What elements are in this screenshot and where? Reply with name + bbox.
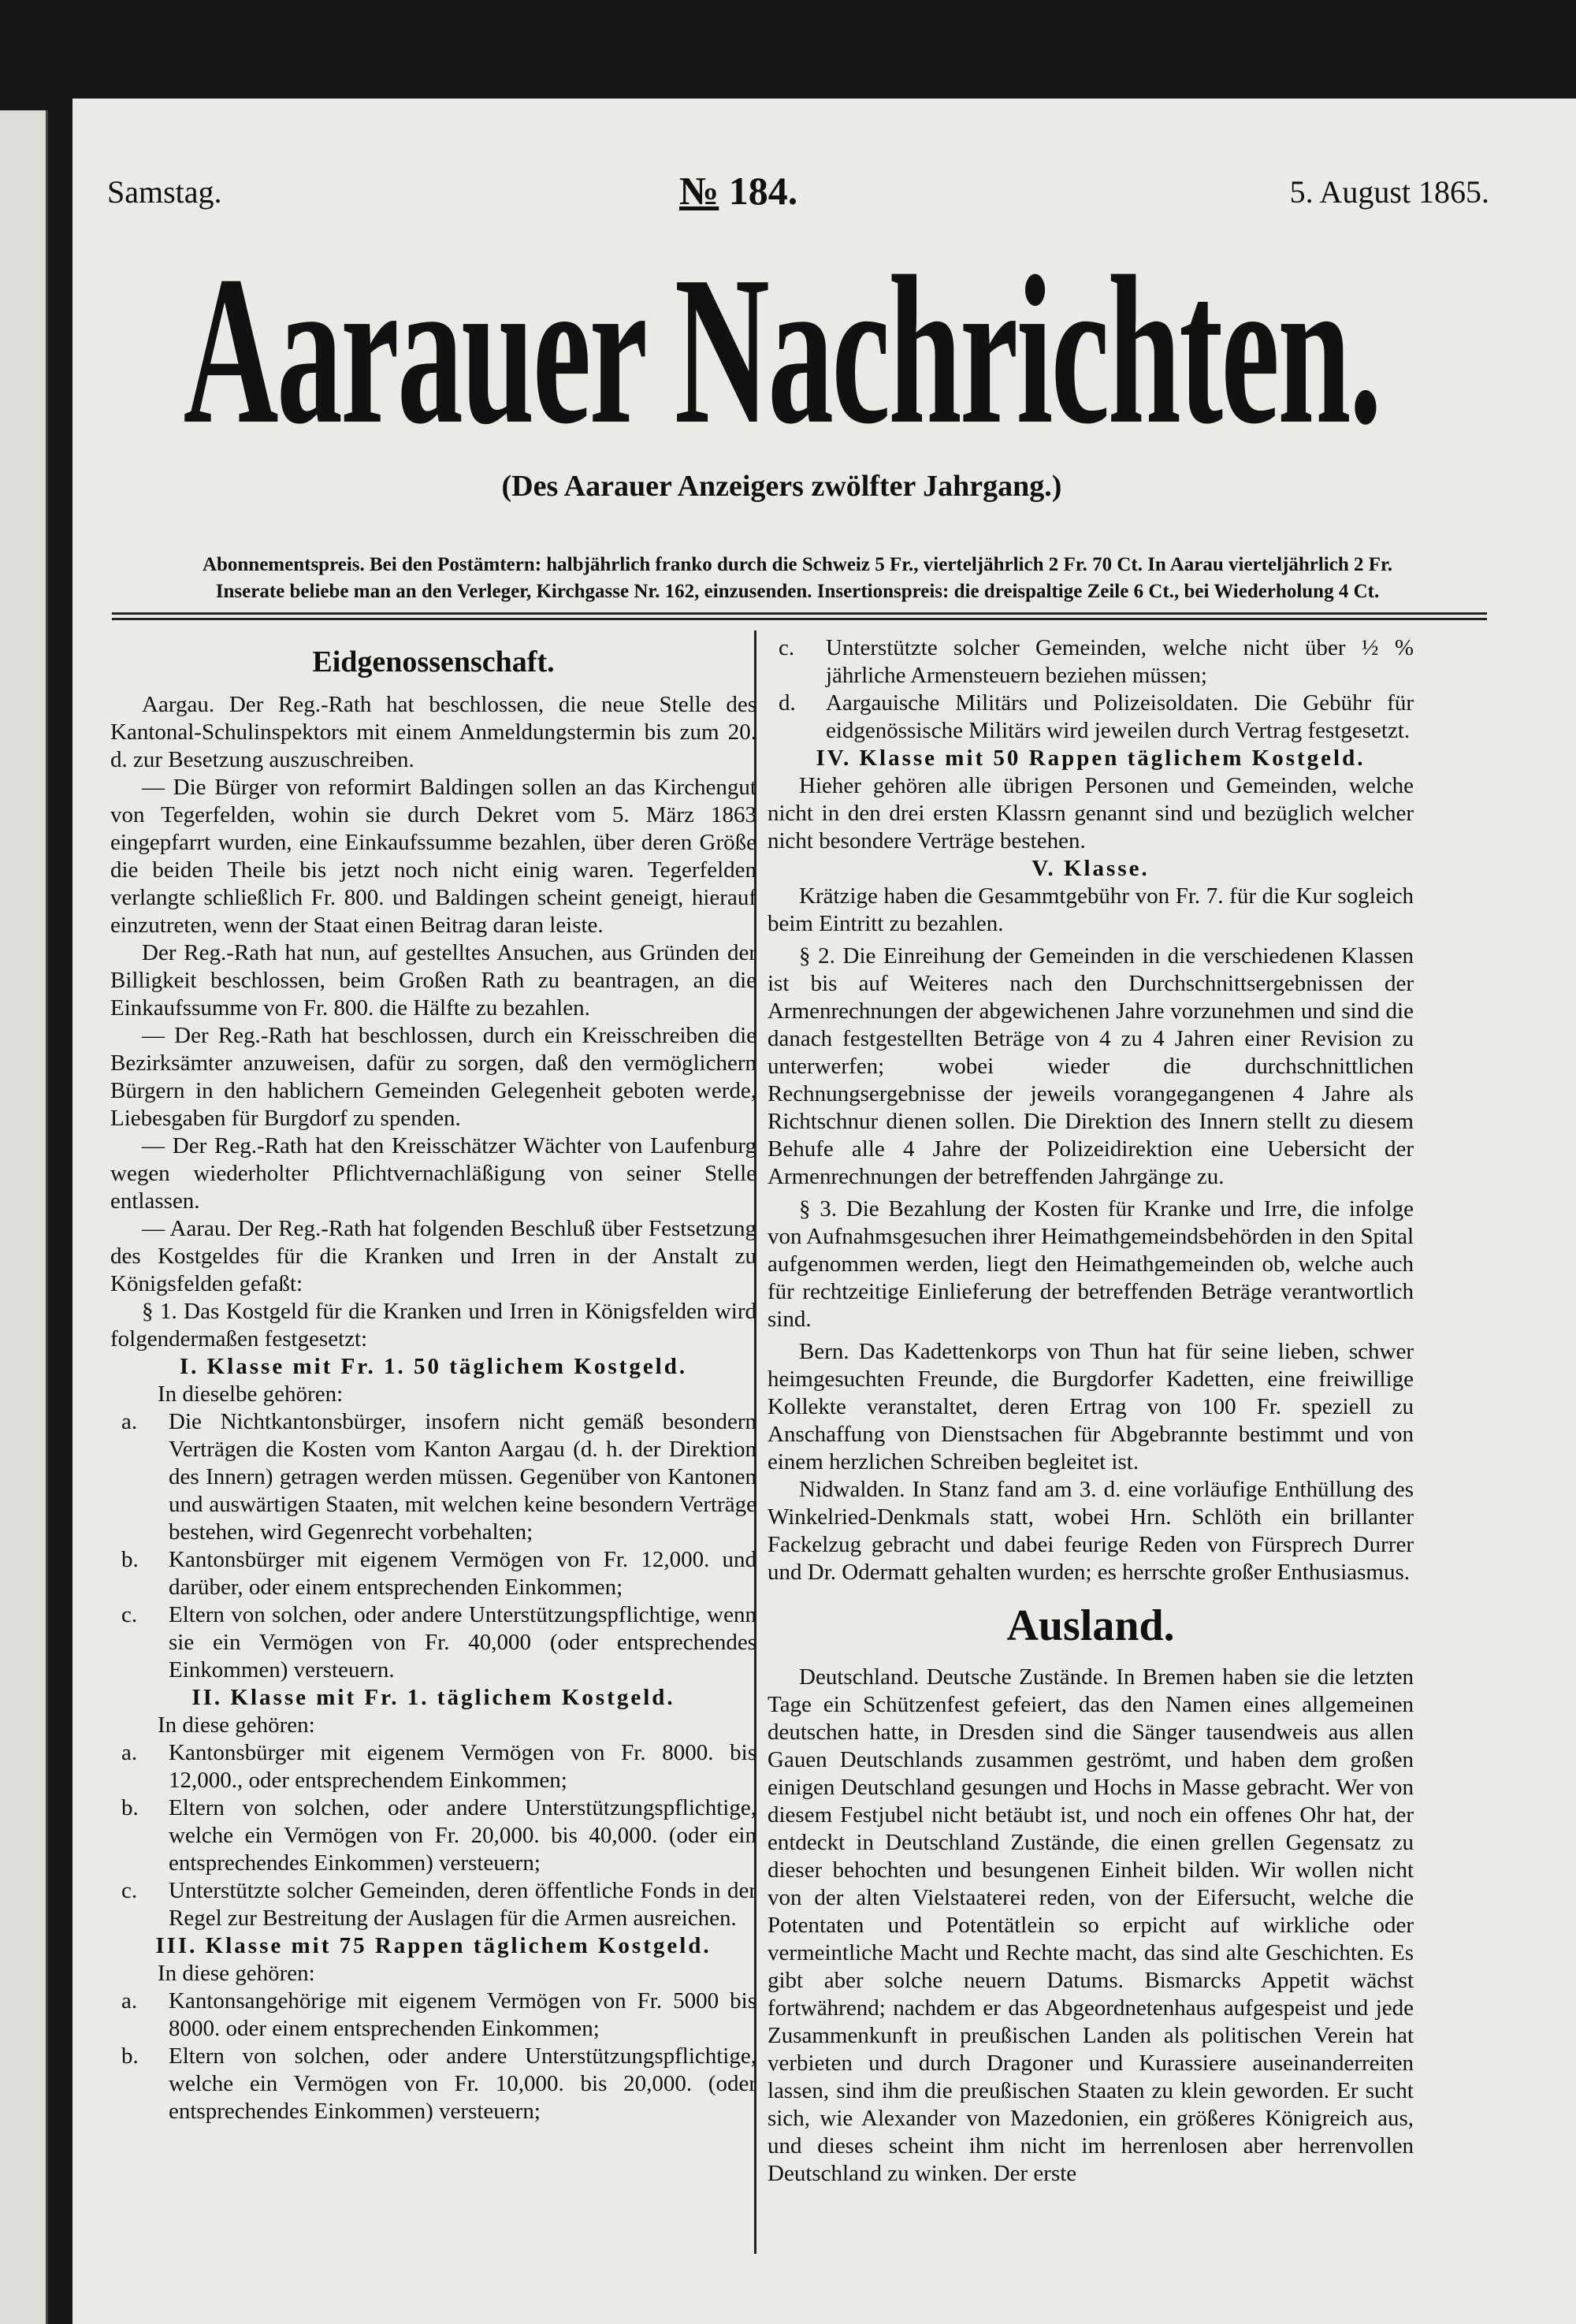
list-text: Kantonsangehörige mit eigenem Vermögen von Fr. 5000 bis 8000. oder einem entsprechenden Einkommen;	[169, 1988, 756, 2041]
list-item	[768, 634, 1414, 690]
class-heading: IV. Klasse mit 50 Rappen täglichem Kostgeld.	[816, 746, 1366, 771]
class-heading: V. Klasse.	[1031, 856, 1150, 881]
list-item	[110, 1794, 756, 1877]
masthead-title: Aarauer Nachrichten.	[183, 232, 1381, 468]
article-paragraph: Bern. Das Kadettenkorps von Thun hat für seine lieben, schwer heimgesuchten Freunde, die Burgdorfer Kadetten, eine freiwillige Kollekte veranstaltet, deren Ertrag von 100 Fr. speziell zu Anschaffung von Dienstsachen für Abgebrannte bestimmt und von einem herzlichen Schreiben begleitet ist.	[768, 1339, 1414, 1474]
article-paragraph: — Der Reg.-Rath hat den Kreisschätzer Wächter von Laufenburg wegen wiederholter Pflichtvernachläßigung von seiner Stelle entlassen.	[110, 1133, 756, 1214]
article-paragraph: Hieher gehören alle übrigen Personen und Gemeinden, welche nicht in den drei ersten Klassrn genannt sind und bezüglich welcher nicht besondere Verträge bestehen.	[768, 773, 1414, 853]
list-item	[110, 2043, 756, 2125]
list-item	[110, 1877, 756, 1932]
insertion-info: Inserate beliebe man an den Verleger, Kirchgasse Nr. 162, einzusenden. Insertionspreis: die dreispaltige Zeile 6 Ct., bei Wiederholung 4 Ct.	[215, 581, 1380, 602]
column-right	[768, 634, 1414, 2188]
list-item	[110, 1408, 756, 1546]
list-text: Eltern von solchen, oder andere Unterstützungspflichtige, welche ein Vermögen von Fr. 10,000. bis 20,000. (oder entsprechendes Einkommen) versteuern;	[169, 2043, 756, 2124]
issue-day: Samstag.	[107, 174, 222, 210]
article-paragraph: — Aarau. Der Reg.-Rath hat folgenden Beschluß über Festsetzung des Kostgeldes für die Kranken und Irren in der Anstalt zu Königsfelden gefaßt:	[110, 1216, 756, 1296]
list-text: Kantonsbürger mit eigenem Vermögen von Fr. 12,000. und darüber, oder einem entsprechenden Einkommen;	[169, 1547, 756, 1600]
issue-date: 5. August 1865.	[1289, 174, 1489, 210]
list-text: Unterstützte solcher Gemeinden, welche nicht über ½ % jährliche Armensteuern beziehen müssen;	[826, 635, 1414, 688]
class-intro: In dieselbe gehören:	[158, 1381, 344, 1407]
subscription-info: Abonnementspreis. Bei den Postämtern: halbjährlich franko durch die Schweiz 5 Fr., vierteljährlich 2 Fr. 70 Ct. In Aarau vierteljährlich 2 Fr.	[202, 554, 1393, 575]
list-label: c.	[121, 1878, 138, 1903]
masthead-subtitle: (Des Aarauer Anzeigers zwölfter Jahrgang.)	[501, 470, 1062, 503]
article-paragraph: Der Reg.-Rath hat nun, auf gestelltes Ansuchen, aus Gründen der Billigkeit beschlossen, beim Großen Rath zu beantragen, an die Einkaufssumme von Fr. 800. die Hälfte zu bezahlen.	[110, 940, 756, 1021]
list-label: c.	[121, 1602, 138, 1627]
list-label: c.	[779, 635, 795, 660]
list-text: Unterstützte solcher Gemeinden, deren öffentliche Fonds in der Regel zur Bestreitung der Auslagen für die Armen ausreichen.	[169, 1878, 756, 1931]
class-heading: I. Klasse mit Fr. 1. 50 täglichem Kostgeld.	[179, 1354, 688, 1379]
article-paragraph: Nidwalden. In Stanz fand am 3. d. eine vorläufige Enthüllung des Winkelried-Denkmals statt, wobei Hrn. Schlöth ein brillanter Fackelzug gebracht und dabei feurige Reden von Fürsprech Durrer und Dr. Odermatt gehalten wurden; es herrschte großer Enthusiasmus.	[768, 1477, 1414, 1585]
list-item	[110, 1546, 756, 1601]
header-rule	[112, 618, 1487, 620]
article-paragraph: § 1. Das Kostgeld für die Kranken und Irren in Königsfelden wird folgendermaßen festgesetzt:	[110, 1299, 756, 1352]
list-text: Eltern von solchen, oder andere Unterstützungspflichtige, welche ein Vermögen von Fr. 20,000. bis 40,000. (oder ein entsprechendes Einkommen) versteuern;	[169, 1795, 756, 1876]
class-heading: III. Klasse mit 75 Rappen täglichem Kostgeld.	[155, 1933, 712, 1958]
article-paragraph: — Der Reg.-Rath hat beschlossen, durch ein Kreisschreiben die Bezirksämter anzuweisen, dafür zu sorgen, daß den vermöglichern Bürgern in den hablichern Gemeinden Gelegenheit geboten werde, Liebesgaben für Burgdorf zu spenden.	[110, 1023, 756, 1131]
previous-page-edge	[0, 110, 48, 2324]
list-item	[768, 690, 1414, 745]
issue-number-value: 184.	[728, 169, 798, 213]
list-label: d.	[779, 690, 796, 716]
newspaper-page	[72, 99, 1576, 2324]
article-paragraph: § 3. Die Bezahlung der Kosten für Kranke und Irre, die infolge von Aufnahmsgesuchen ihrer Heimathgemeindsbehörden in den Spital aufgenommen werden, liegt den Heimathgemeinden ob, welche auch für rechtzeitige Einlieferung der betreffenden Beträge verantwortlich sind.	[768, 1196, 1414, 1332]
list-item	[110, 1601, 756, 1684]
list-item	[110, 1739, 756, 1794]
list-item	[110, 1987, 756, 2043]
number-sign: №	[679, 169, 719, 213]
article-paragraph: Krätzige haben die Gesammtgebühr von Fr. 7. für die Kur sogleich beim Eintritt zu bezahlen.	[768, 883, 1414, 936]
article-paragraph: § 2. Die Einreihung der Gemeinden in die verschiedenen Klassen ist bis auf Weiteres nach den Durchschnittsergebnissen der Armenrechnungen der abgewichenen Jahre vorzunehmen und sind die danach festgestellten Beträge von 4 zu 4 Jahren einer Revision zu unterwerfen; wobei wieder die durchschnittlichen Rechnungsergebnisse der jeweils vorangegangenen 4 Jahre als Richtschnur dienen sollen. Die Direktion des Innern stellt zu diesem Behufe alle 4 Jahre der Polizeidirektion eine Uebersicht der Armenrechnungen der betreffenden Jahrgänge zu.	[768, 943, 1414, 1189]
list-label: b.	[121, 1795, 139, 1820]
masthead	[72, 232, 1491, 468]
list-text: Eltern von solchen, oder andere Unterstützungspflichtige, wenn sie ein Vermögen von Fr. 40,000 (oder entsprechendes Einkommen) versteuern.	[169, 1602, 756, 1683]
list-text: Kantonsbürger mit eigenem Vermögen von Fr. 8000. bis 12,000., oder entsprechendem Einkommen;	[169, 1740, 756, 1793]
section-heading-ausland: Ausland.	[1006, 1601, 1175, 1650]
section-heading-eidgenossenschaft: Eidgenossenschaft.	[312, 645, 555, 679]
list-text: Die Nichtkantonsbürger, insofern nicht gemäß besondern Verträgen die Kosten vom Kanton Aargau (d. h. der Direktion des Innern) getragen werden müssen. Gegenüber von Kantonen und auswärtigen Staaten, mit welchen keine besondern Verträge bestehen, wird Gegenrecht vorbehalten;	[169, 1409, 756, 1545]
article-paragraph: Aargau. Der Reg.-Rath hat beschlossen, die neue Stelle des Kantonal-Schulinspektors mit einem Anmeldungstermin bis zum 20. d. zur Besetzung auszuschreiben.	[110, 692, 756, 772]
issue-number	[679, 168, 797, 214]
list-label: a.	[121, 1409, 138, 1434]
header-rule	[112, 612, 1487, 615]
class-heading: II. Klasse mit Fr. 1. täglichem Kostgeld.	[191, 1685, 675, 1710]
list-text: Aargauische Militärs und Polizeisoldaten. Die Gebühr für eidgenössische Militärs wird jeweilen durch Vertrag festgesetzt.	[826, 690, 1414, 743]
list-label: b.	[121, 1547, 139, 1572]
article-paragraph: Deutschland. Deutsche Zustände. In Bremen haben sie die letzten Tage ein Schützenfest gefeiert, das den Namen eines allgemeinen deutschen hatte, in Dresden sind die Sänger tausendweis aus allen Gauen Deutschlands zusammen geströmt, und haben dem großen einigen Deutschland gesungen und Hochs in Masse gebracht. Wer von diesem Festjubel nicht betäubt ist, und noch ein offenes Ohr hat, der entdeckt in Deutschland Zustände, die einen grellen Gegensatz zu dieser behochten und besungenen Einheit bilden. Wir wollen nicht von der alten Vielstaaterei reden, von der Eifersucht, welche die Potentaten und Potentätlein so erpicht auf wirkliche oder vermeintliche Macht und Rechte macht, das sind alte Geschichten. Es gibt aber solche neuern Datums. Bismarcks Appetit wächst fortwährend; nachdem er das Abgeordnetenhaus aufgespeist und jede Zusammenkunft in preußischen Landen als politischen Verein hat verbieten und durch Dragoner und Kurassiere auseinanderreiten lassen, sind ihm die preußischen Staaten zu klein geworden. Er sucht sich, wie Alexander von Mazedonien, ein größeres Königreich aus, und dieses scheint ihm nicht im herrenlosen aber herrenvollen Deutschland zu winken. Der erste	[768, 1664, 1414, 2186]
class-intro: In diese gehören:	[158, 1961, 315, 1986]
class-intro: In diese gehören:	[158, 1712, 315, 1738]
article-paragraph: — Die Bürger von reformirt Baldingen sollen an das Kirchengut von Tegerfelden, wohin sie durch Dekret vom 5. März 1863 eingepfarrt wurden, eine Einkaufssumme bezahlen, über deren Größe die beiden Theile bis jetzt noch nicht einig waren. Tegerfelden verlangte schließlich Fr. 800. und Baldingen scheint geneigt, hierauf einzutreten, wenn der Staat einen Beitrag daran leiste.	[110, 775, 756, 938]
list-label: a.	[121, 1740, 138, 1765]
list-label: b.	[121, 2043, 139, 2069]
column-left	[110, 634, 756, 2125]
list-label: a.	[121, 1988, 138, 2014]
